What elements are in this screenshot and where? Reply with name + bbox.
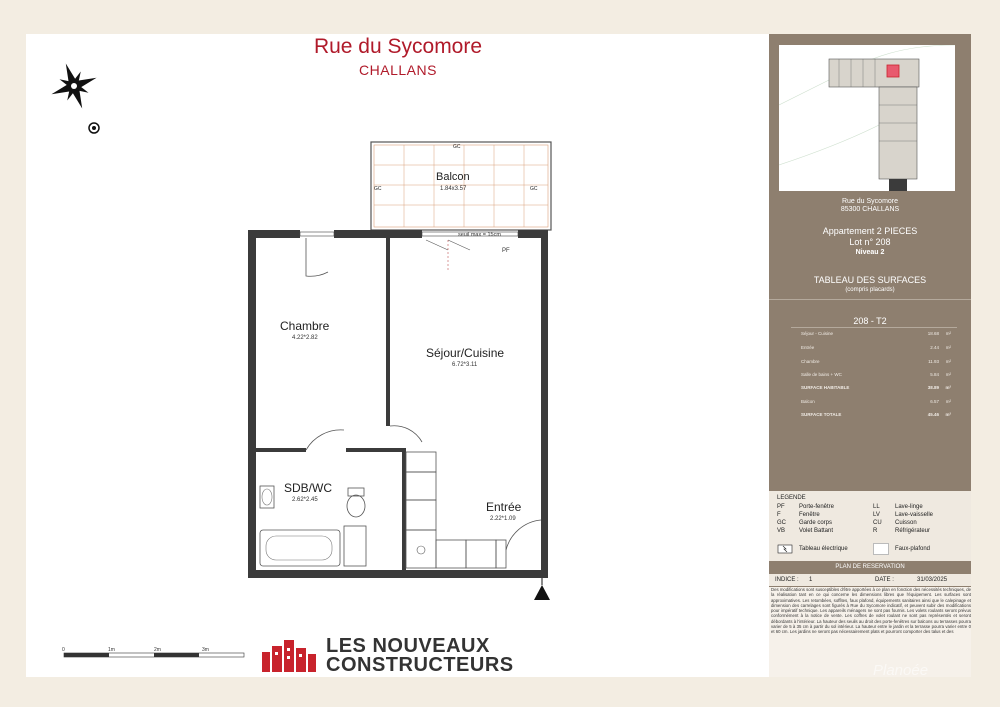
panel-address1: Rue du Sycomore <box>841 198 899 205</box>
surface-row: Séjour - Cuisine 18.68 m² <box>801 331 951 336</box>
plan-reservation-label: PLAN DE RESERVATION <box>835 564 905 570</box>
tableau-electrique-label: Tableau électrique <box>799 546 848 552</box>
room-label-sejour: Séjour/Cuisine <box>426 346 505 360</box>
room-label-chambre: Chambre <box>280 319 330 333</box>
date-label: DATE : <box>875 577 894 583</box>
legend-code: PF <box>777 504 785 510</box>
legend-text: Garde corps <box>799 520 833 526</box>
legend-text: Porte-fenêtre <box>799 504 835 510</box>
room-label-entree: Entrée <box>486 500 522 514</box>
legend-text: Lave-linge <box>895 504 923 510</box>
room-label-sdb: SDB/WC <box>284 481 332 495</box>
legend-code: LL <box>873 504 880 510</box>
indice-label: INDICE : <box>775 577 799 583</box>
indice-row <box>769 574 971 586</box>
faux-plafond-label: Faux-plafond <box>895 546 931 552</box>
gc-mark: GC <box>374 186 382 192</box>
scale-tick: 2m <box>154 647 161 653</box>
legend-code: VB <box>777 528 786 534</box>
plan-sheet <box>26 34 770 677</box>
divider <box>769 299 971 300</box>
gc-mark: GC <box>530 186 538 192</box>
date-value: 31/03/2025 <box>917 577 948 583</box>
company-logo-icon <box>260 638 324 674</box>
legend-code: R <box>873 528 878 534</box>
surface-row: Chambre 11.93 m² <box>801 359 951 364</box>
room-dims-sejour: 6.72*3.11 <box>452 362 478 368</box>
disclaimer-box <box>769 587 971 677</box>
surface-row: Balcon 6.57 m² <box>801 399 951 404</box>
panel-address2: 85300 CHALLANS <box>840 206 900 213</box>
watermark: Planoée <box>873 662 929 679</box>
info-panel <box>769 34 971 677</box>
surface-row-totale: SURFACE TOTALE 45.46 m² <box>801 412 951 417</box>
legend-code: CU <box>873 520 882 526</box>
entrance-arrow-icon <box>534 585 550 600</box>
scale-tick: 1m <box>108 647 115 653</box>
scale-tick: 0 <box>62 647 65 653</box>
panel-lot: Lot n° 208 <box>849 237 891 247</box>
indice-value: 1 <box>809 577 813 583</box>
room-dims-entree: 2.22*1.09 <box>490 516 516 522</box>
surface-row-habitable: SURFACE HABITABLE 38.89 m² <box>801 385 951 390</box>
legend-text: Volet Battant <box>799 528 834 534</box>
gc-mark: GC <box>453 144 461 150</box>
legend-text: Réfrigérateur <box>895 528 931 534</box>
unit-code: 208 - T2 <box>853 316 887 326</box>
legend-text: Cuisson <box>895 520 917 526</box>
divider <box>791 327 957 328</box>
logo-line2: CONSTRUCTEURS <box>326 654 514 676</box>
compass-rose-icon <box>36 50 116 140</box>
logo-line1: LES NOUVEAUX <box>326 635 490 657</box>
tableau-subtitle: (compris placards) <box>845 287 895 293</box>
plan-title: Rue du Sycomore <box>313 35 483 58</box>
room-dims-balcon: 1.84x3.57 <box>440 186 467 192</box>
legend-text: Lave-vaisselle <box>895 512 934 518</box>
pf-mark: PF <box>502 248 510 254</box>
electrical-panel-icon <box>777 544 793 554</box>
faux-plafond-swatch <box>873 543 889 555</box>
legend-title: LEGENDE <box>777 495 806 501</box>
panel-appartement: Appartement 2 PIECES <box>822 226 918 236</box>
surface-row: Salle de bains + WC 5.84 m² <box>801 372 951 377</box>
tableau-title: TABLEAU DES SURFACES <box>813 275 927 285</box>
scale-tick: 3m <box>202 647 209 653</box>
seuil-note: seuil max = 15cm <box>458 232 501 238</box>
surface-row: Entrée 2.44 m² <box>801 345 951 350</box>
legend-text: Fenêtre <box>799 512 820 518</box>
legend-box <box>769 491 971 561</box>
site-plan-thumbnail <box>779 45 955 191</box>
panel-niveau: Niveau 2 <box>855 249 885 256</box>
legend-code: GC <box>777 520 786 526</box>
legend-code: LV <box>873 512 880 518</box>
plan-subtitle: CHALLANS <box>359 62 437 78</box>
floor-plan <box>226 130 566 600</box>
legend-code: F <box>777 512 781 518</box>
room-dims-chambre: 4.22*2.82 <box>292 335 318 341</box>
disclaimer-text: Des modifications sont susceptibles d'être apportées à ce plan en fonction des nécessités techniques, de la réalisation tant en ce qui concerne les dimensions libres que l'équipement. Les surfaces sont approximatives. Les retombées, soffites, faux plafond, équipements sanitaires ainsi que le calepinage et dimension des carrelages sont figurés à Rue du Sycomore indicatif, et peuvent subir des modifications pour impératif technique. Les appareils ménagers ne sont pas fournis. Les volets roulants seront prévus conformément à la notice de vente. Les coffres de volet roulant ne sont pas représentés et seront débordants à l'intérieur. La hauteur des seuils au droit des porte-fenêtres sur balcons ou terrasses pourra varier de 5 à 35 cm à partir du sol intérieur. La hauteur entre le jardin et la terrasse pourra varier entre 0 et 60 cm. Les jardins ne seront pas nécessairement plats et pourront comporter des talus et des <box>771 587 971 635</box>
room-label-balcon: Balcon <box>436 171 470 183</box>
room-dims-sdb: 2.62*2.45 <box>292 497 318 503</box>
